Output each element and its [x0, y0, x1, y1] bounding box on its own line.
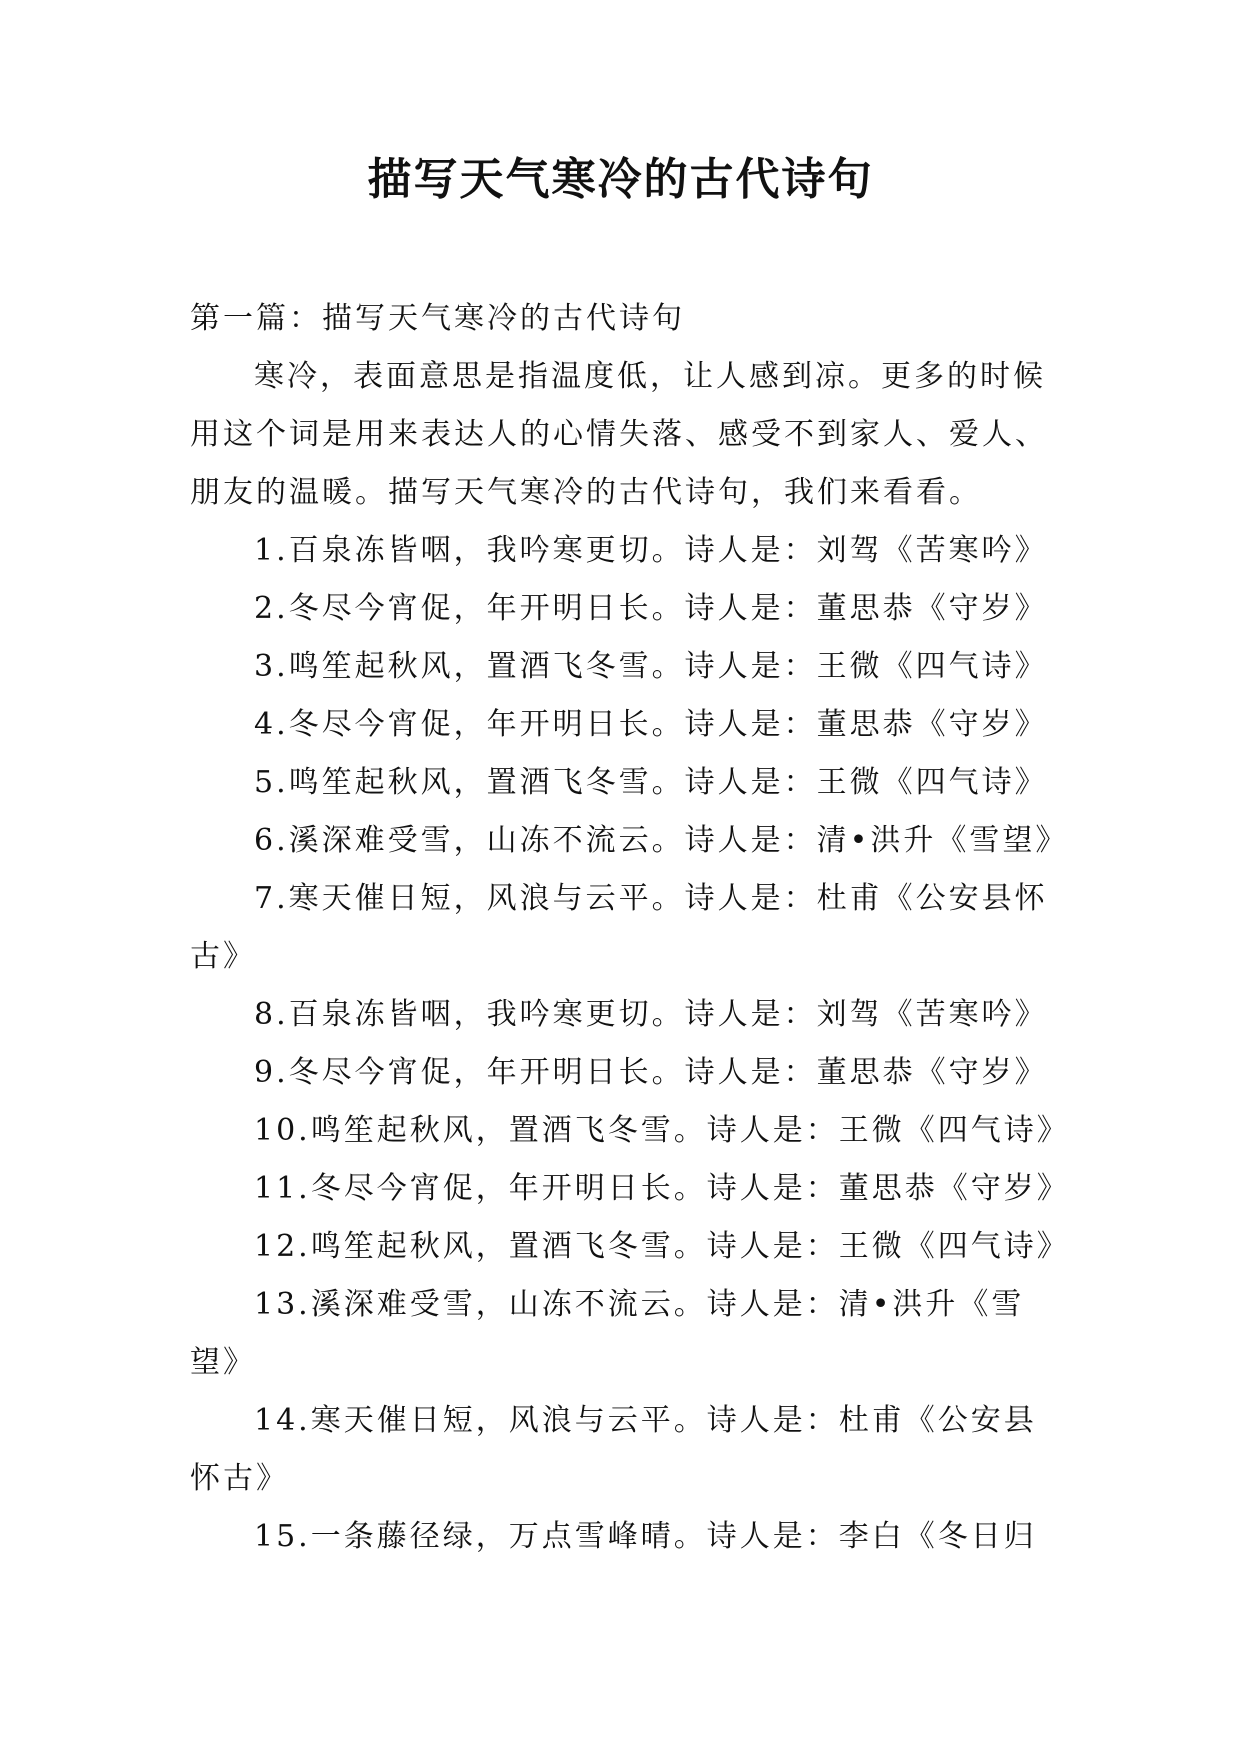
- poem-item: 9.冬尽今宵促，年开明日长。诗人是：董思恭《守岁》: [254, 1055, 1048, 1090]
- poem-item: 12.鸣笙起秋风，置酒飞冬雪。诗人是：王微《四气诗》: [254, 1229, 1070, 1264]
- document-body: [190, 290, 1070, 1566]
- poem-item: 7.寒天催日短，风浪与云平。诗人是：杜甫《公安县怀: [254, 881, 1048, 916]
- poem-list: [190, 522, 1070, 1566]
- poem-item-continuation: 怀古》: [190, 1461, 289, 1496]
- poem-item: 10.鸣笙起秋风，置酒飞冬雪。诗人是：王微《四气诗》: [254, 1113, 1070, 1148]
- poem-item: 5.鸣笙起秋风，置酒飞冬雪。诗人是：王微《四气诗》: [254, 765, 1048, 800]
- poem-item: 13.溪深难受雪，山冻不流云。诗人是：清•洪升《雪: [254, 1287, 1025, 1322]
- intro-line: 朋友的温暖。描写天气寒冷的古代诗句，我们来看看。: [190, 475, 982, 510]
- poem-item: 14.寒天催日短，风浪与云平。诗人是：杜甫《公安县: [254, 1403, 1037, 1438]
- page-title: 描写天气寒冷的古代诗句: [367, 154, 874, 205]
- poem-item: 15.一条藤径绿，万点雪峰晴。诗人是：李白《冬日归: [254, 1519, 1037, 1554]
- poem-item: 8.百泉冻皆咽，我吟寒更切。诗人是：刘驾《苦寒吟》: [254, 997, 1048, 1032]
- poem-item: 6.溪深难受雪，山冻不流云。诗人是：清•洪升《雪望》: [254, 823, 1069, 858]
- section-heading: 第一篇：描写天气寒冷的古代诗句: [190, 301, 685, 336]
- poem-item: 11.冬尽今宵促，年开明日长。诗人是：董思恭《守岁》: [254, 1171, 1070, 1206]
- poem-item: 3.鸣笙起秋风，置酒飞冬雪。诗人是：王微《四气诗》: [254, 649, 1048, 684]
- poem-item: 4.冬尽今宵促，年开明日长。诗人是：董思恭《守岁》: [254, 707, 1048, 742]
- poem-item-continuation: 古》: [190, 939, 256, 974]
- poem-item: 1.百泉冻皆咽，我吟寒更切。诗人是：刘驾《苦寒吟》: [254, 533, 1048, 568]
- intro-line: 用这个词是用来表达人的心情失落、感受不到家人、爱人、: [190, 417, 1048, 452]
- intro-line: 寒冷，表面意思是指温度低，让人感到凉。更多的时候: [254, 359, 1046, 394]
- poem-item: 2.冬尽今宵促，年开明日长。诗人是：董思恭《守岁》: [254, 591, 1048, 626]
- poem-item-continuation: 望》: [190, 1345, 256, 1380]
